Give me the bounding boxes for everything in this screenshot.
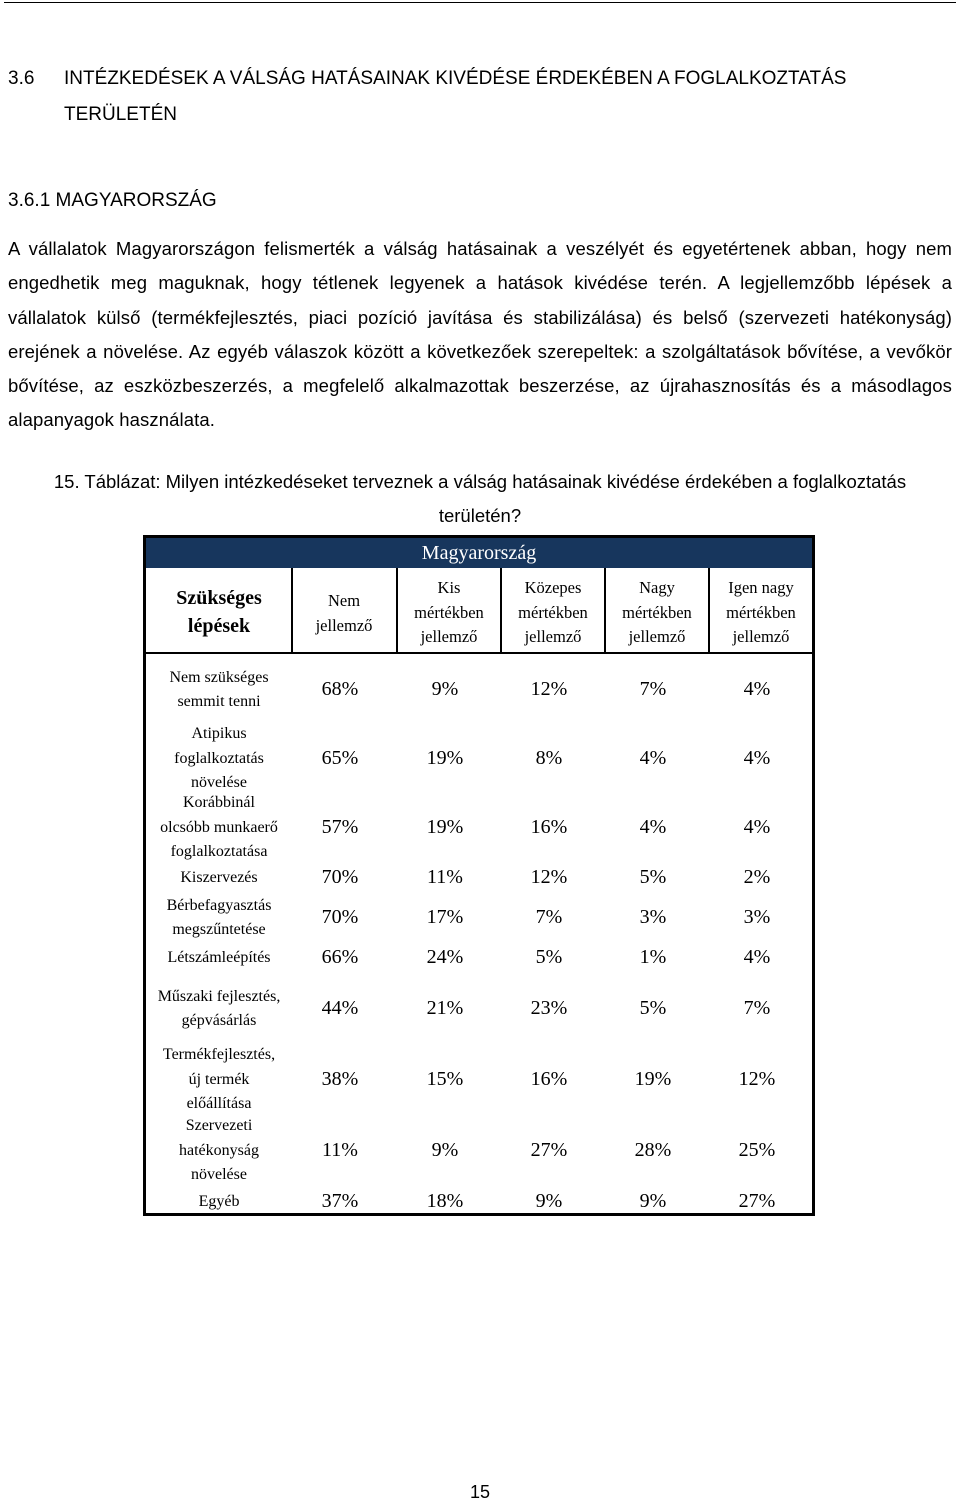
section-heading (8, 68, 846, 90)
column-header-line: jellemző (732, 627, 790, 646)
row-label-line: olcsóbb munkaerő (160, 818, 278, 836)
table-cell-value: 7% (535, 906, 563, 928)
section-title: INTÉZKEDÉSEK A VÁLSÁG HATÁSAINAK KIVÉDÉSE ÉRDEKÉBEN A FOGLALKOZTATÁS (64, 68, 847, 89)
row-label-line: Műszaki fejlesztés, (157, 987, 281, 1005)
row-label-line: Létszámleépítés (167, 948, 271, 966)
table-cell-value: 12% (530, 866, 568, 888)
table-cell-value: 9% (431, 1139, 459, 1161)
table-cell-value: 4% (639, 816, 667, 838)
page-number: 15 (469, 1482, 491, 1502)
table-cell-value: 5% (639, 997, 667, 1019)
section-title-continued: TERÜLETÉN (64, 104, 177, 125)
table-cell-value: 12% (530, 678, 568, 700)
table-cell-value: 8% (535, 747, 563, 769)
column-header-line: mértékben (622, 602, 692, 622)
row-label-line: foglalkoztatása (170, 843, 268, 861)
caption-line-1: 15. Táblázat: Milyen intézkedéseket terveznek a válság hatásainak kivédése érdekében a foglalkoztatás (53, 471, 907, 492)
table-cell-value: 4% (743, 747, 771, 769)
table-cell-value: 19% (634, 1068, 672, 1090)
table-cell-value: 21% (426, 997, 464, 1019)
column-header (501, 576, 605, 650)
table-cell-value: 4% (743, 816, 771, 838)
table-cell-value: 24% (426, 946, 464, 968)
row-label-line: előállítása (186, 1095, 252, 1113)
row-label-line: Szervezeti (185, 1117, 253, 1135)
table-cell-value: 4% (743, 946, 771, 968)
table-cell-value: 15% (426, 1068, 464, 1090)
column-header-line: mértékben (518, 602, 588, 622)
column-header (605, 576, 709, 650)
table-cell-value: 70% (321, 866, 359, 888)
table-cell-value: 2% (743, 866, 771, 888)
column-header-line: jellemző (628, 627, 686, 646)
table-cell-value: 44% (321, 997, 359, 1019)
top-rule (4, 2, 956, 3)
row-label (146, 985, 292, 1034)
row-label (146, 1190, 292, 1215)
table-caption (0, 465, 960, 533)
table-cell-value: 17% (426, 906, 464, 928)
table-cell-value: 70% (321, 906, 359, 928)
steps-column-header (146, 584, 292, 640)
results-table (143, 535, 815, 1216)
table-cell-value: 28% (634, 1139, 672, 1161)
table-cell-value: 16% (530, 1068, 568, 1090)
table-cell-value: 57% (321, 816, 359, 838)
table-cell-value: 1% (639, 946, 667, 968)
column-header-line: Kis (437, 578, 461, 597)
steps-header-line: lépések (187, 615, 251, 637)
table-header-country: Magyarország (146, 538, 812, 568)
column-header (292, 589, 396, 638)
column-header-line: Közepes (524, 578, 582, 597)
column-header (709, 576, 813, 650)
row-label-line: Korábbinál (183, 794, 255, 812)
column-header-line: Igen nagy (728, 578, 794, 597)
row-label-line: foglalkoztatás (174, 749, 264, 767)
table-cell-value: 27% (530, 1139, 568, 1161)
table-cell-value: 37% (321, 1190, 359, 1212)
caption-line-2: területén? (438, 505, 522, 526)
table-cell-value: 4% (743, 678, 771, 700)
header-divider (146, 652, 812, 654)
row-label-line: Kiszervezés (180, 868, 258, 886)
row-label (146, 791, 292, 865)
table-cell-value: 3% (639, 906, 667, 928)
table-cell-value: 23% (530, 997, 568, 1019)
table-cell-value: 18% (426, 1190, 464, 1212)
table-cell-value: 25% (738, 1139, 776, 1161)
column-header-line: jellemző (420, 627, 478, 646)
column-header-line: mértékben (414, 602, 484, 622)
steps-header-line: Szükséges (176, 587, 262, 609)
row-label (146, 666, 292, 715)
body-paragraph: A vállalatok Magyarországon felismerték a válság hatásainak a veszélyét és egyetértenek abban, hogy nem engedhetik meg maguknak, hogy tétlenek legyenek a hatások kivédése terén. A legjellemzőbb lépések a vállalatok külső (termékfejlesztés, piaci pozíció javítása és stabilizálása) és belső (szervezeti hatékonyság) erejének a növelése. Az egyéb válaszok között a következőek szerepeltek: a szolgáltatások bővítése, a vevőkör bővítése, az eszközbeszerzés, a megfelelő alkalmazottak beszerzése, az újrahasznosítás és a másodlagos alapanyagok használata. (8, 238, 952, 431)
table-cell-value: 65% (321, 747, 359, 769)
table-cell-value: 16% (530, 816, 568, 838)
row-label-line: megszűntetése (172, 921, 266, 938)
row-label-line: Atipikus (191, 725, 247, 743)
table-cell-value: 5% (639, 866, 667, 888)
row-label-line: hatékonyság (179, 1141, 259, 1159)
row-label (146, 722, 292, 796)
section-number: 3.6 (8, 68, 35, 89)
column-header-line: jellemző (524, 627, 582, 646)
table-cell-value: 12% (738, 1068, 776, 1090)
row-label-line: Termékfejlesztés, (162, 1046, 276, 1064)
table-cell-value: 19% (426, 816, 464, 838)
table-cell-value: 9% (639, 1190, 667, 1212)
table-cell-value: 11% (322, 1139, 358, 1161)
row-label-line: növelése (191, 774, 247, 792)
column-header-line: Nem (327, 591, 361, 610)
table-cell-value: 11% (427, 866, 463, 888)
table-cell-value: 38% (321, 1068, 359, 1090)
table-cell-value: 68% (321, 678, 359, 700)
column-header-line: Nagy (639, 578, 675, 597)
table-cell-value: 3% (743, 906, 771, 928)
row-label (146, 1114, 292, 1188)
table-cell-value: 9% (535, 1190, 563, 1212)
table-cell-value: 5% (535, 946, 563, 968)
table-cell-value: 27% (738, 1190, 776, 1212)
table-cell-value: 7% (639, 678, 667, 700)
row-label-line: Bérbefagyasztás (166, 896, 272, 914)
row-label-line: semmit tenni (177, 693, 261, 710)
row-label-line: Egyéb (198, 1192, 240, 1210)
table-cell-value: 4% (639, 747, 667, 769)
table-cell-value: 66% (321, 946, 359, 968)
column-header-line: mértékben (726, 602, 796, 622)
row-label-line: új termék (188, 1070, 250, 1088)
column-header (397, 576, 501, 650)
table-cell-value: 7% (743, 997, 771, 1019)
row-label (146, 946, 292, 971)
row-label (146, 894, 292, 943)
row-label (146, 1043, 292, 1117)
table-cell-value: 19% (426, 747, 464, 769)
subsection-heading: 3.6.1 MAGYARORSZÁG (8, 190, 217, 211)
row-label-line: növelése (191, 1166, 247, 1184)
row-label-line: gépvásárlás (181, 1012, 257, 1029)
row-label-line: Nem szükséges (169, 668, 269, 686)
row-label (146, 866, 292, 891)
table-cell-value: 9% (431, 678, 459, 700)
column-header-line: jellemző (315, 615, 373, 635)
